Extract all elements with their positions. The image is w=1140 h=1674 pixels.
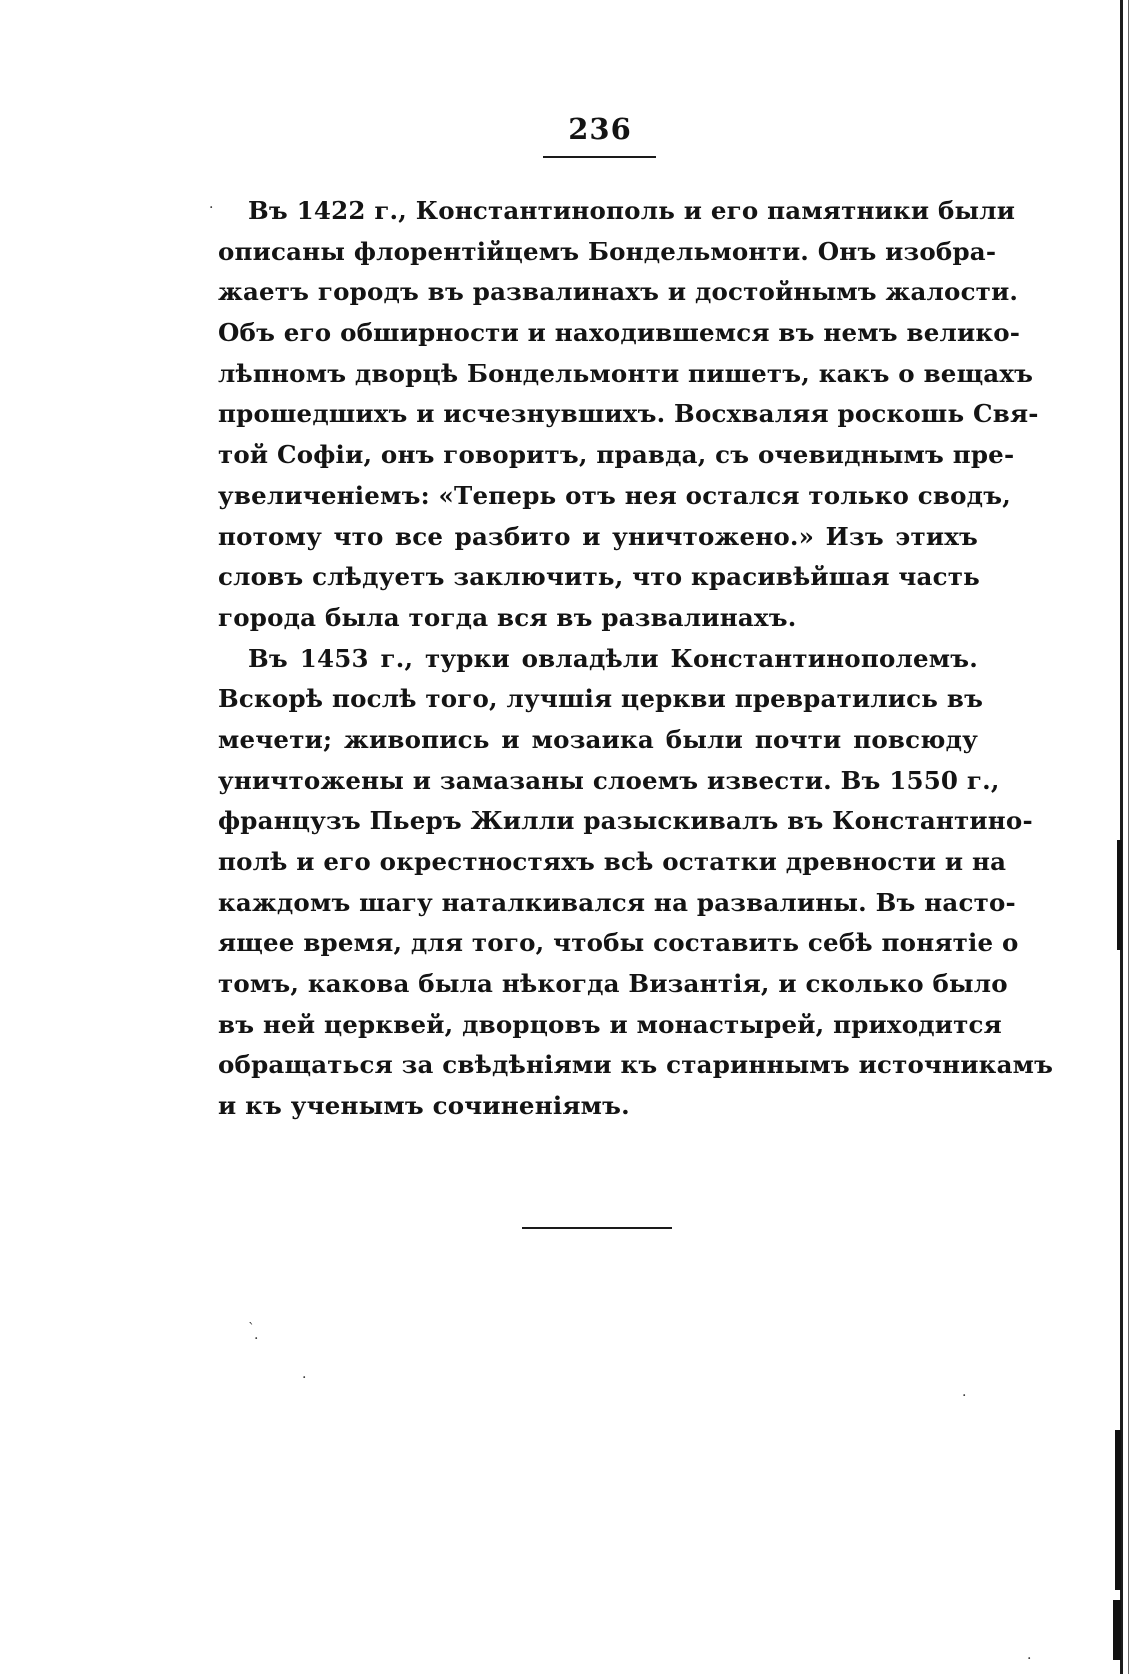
paragraph-2-line-5: французъ Пьеръ Жилли разыскивалъ въ Константино- xyxy=(218,806,1033,836)
binding-edge xyxy=(1120,0,1123,1674)
page-number: 236 xyxy=(568,112,632,146)
paragraph-1-line-9: потому что все разбито и уничтожено.» Изъ этихъ xyxy=(218,521,978,551)
paragraph-1-line-11: города была тогда вся въ развалинахъ. xyxy=(218,602,797,632)
paragraph-1-line-8: увеличеніемъ: «Теперь отъ нея остался только сводъ, xyxy=(218,480,1011,510)
scan-speck: · xyxy=(302,1370,307,1386)
paragraph-1-line-1: Въ 1422 г., Константинополь и его памятники были xyxy=(248,196,1016,225)
paragraph-2-line-10: въ ней церквей, дворцовъ и монастырей, приходится xyxy=(218,1009,1002,1039)
paragraph-1-line-6: прошедшихъ и исчезнувшихъ. Восхваляя роскошь Свя- xyxy=(218,399,1039,429)
paragraph-1-line-10: словъ слѣдуетъ заключить, что красивѣйшая часть xyxy=(218,562,980,592)
paragraph-1-line-4: Объ его обширности и находившемся въ немъ велико- xyxy=(218,318,1021,348)
scan-speck: · xyxy=(209,200,214,216)
binding-edge-thin xyxy=(1128,0,1129,1674)
paragraph-2-line-6: полѣ и его окрестностяхъ всѣ остатки древности и на xyxy=(218,847,1007,876)
scan-speck: · xyxy=(1027,1651,1032,1667)
paragraph-2-line-7: каждомъ шагу наталкивался на развалины. Въ насто- xyxy=(218,887,1016,917)
binding-edge-mark xyxy=(1113,1600,1121,1660)
scan-speck: · xyxy=(962,1388,967,1404)
scan-speck: ` xyxy=(248,1321,255,1337)
paragraph-1-line-5: лѣпномъ дворцѣ Бондельмонти пишетъ, какъ о вещахъ xyxy=(218,358,1034,388)
paragraph-2-line-1: Въ 1453 г., турки овладѣли Константинополемъ. xyxy=(248,643,978,673)
paragraph-2-line-3: мечети; живопись и мозаика были почти повсюду xyxy=(218,724,978,754)
binding-edge-mark xyxy=(1117,840,1122,950)
paragraph-1-line-3: жаетъ городъ въ развалинахъ и достойнымъ жалости. xyxy=(218,277,1019,307)
paragraph-1-line-2: описаны флорентійцемъ Бондельмонти. Онъ изобра- xyxy=(218,236,997,266)
section-end-rule xyxy=(522,1227,672,1229)
paragraph-2-line-4: уничтожены и замазаны слоемъ извести. Въ 1550 г., xyxy=(218,765,1000,795)
scan-speck: · xyxy=(254,1331,259,1347)
paragraph-2-line-12: и къ ученымъ сочиненіямъ. xyxy=(218,1091,630,1121)
paragraph-2-line-11: обращаться за свѣдѣніями къ стариннымъ источникамъ xyxy=(218,1050,1054,1080)
paragraph-1-line-7: той Софіи, онъ говоритъ, правда, съ очевиднымъ пре- xyxy=(218,440,1015,470)
binding-edge-mark xyxy=(1115,1430,1121,1590)
paragraph-2-line-8: ящее время, для того, чтобы составить себѣ понятіе о xyxy=(218,928,1019,958)
body-text xyxy=(218,191,1054,1127)
header-rule xyxy=(543,156,656,158)
paragraph-2-line-9: томъ, какова была нѣкогда Византія, и сколько было xyxy=(218,969,1008,999)
paragraph-2-line-2: Вскорѣ послѣ того, лучшія церкви превратились въ xyxy=(218,684,984,714)
